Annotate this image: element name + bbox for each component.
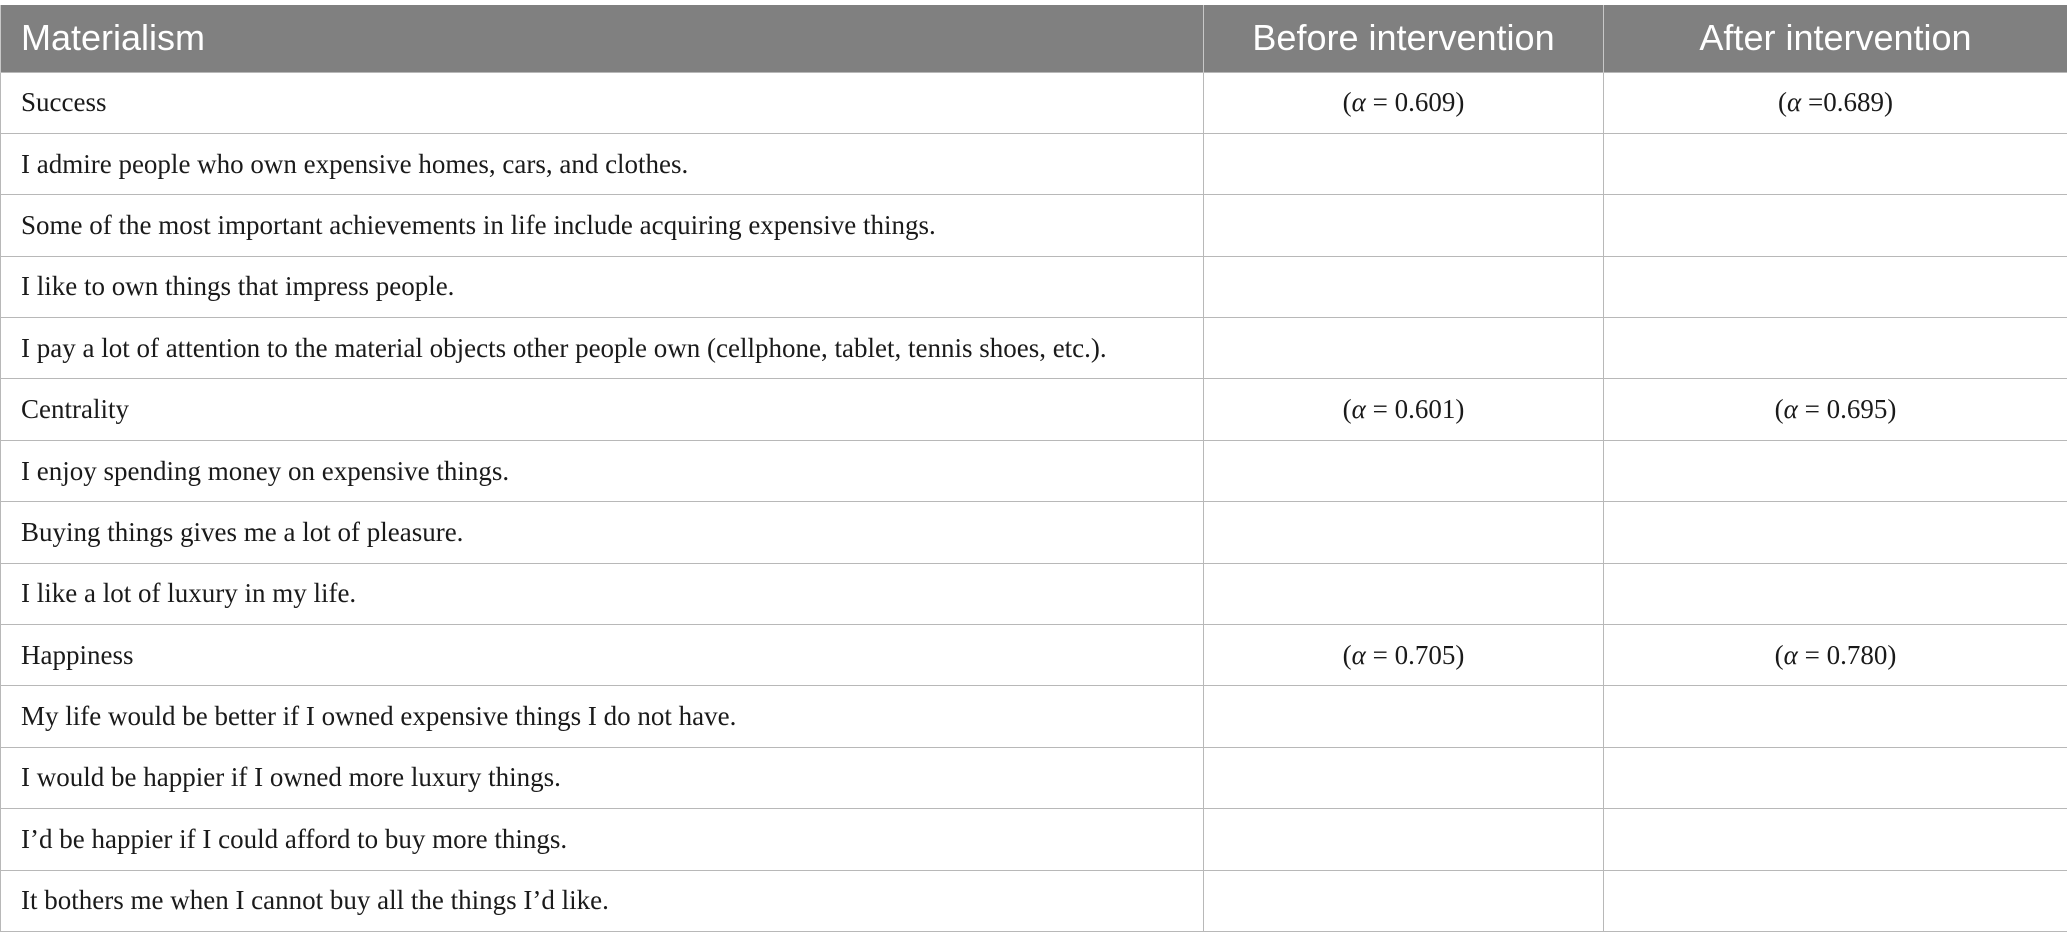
table-row: [1, 809, 2067, 870]
materialism-table-container: [0, 5, 2067, 932]
item-cell: Success: [1, 72, 1204, 133]
table-row: [1, 133, 2067, 194]
item-cell: Buying things gives me a lot of pleasure.: [1, 502, 1204, 563]
table-row: [1, 72, 2067, 133]
header-materialism: Materialism: [1, 5, 1204, 72]
after-value-cell: [1604, 563, 2067, 624]
table-row: [1, 195, 2067, 256]
item-cell: I would be happier if I owned more luxury things.: [1, 747, 1204, 808]
alpha-symbol: α: [1787, 87, 1802, 118]
table-row: [1, 502, 2067, 563]
materialism-table: [0, 5, 2067, 932]
after-value-cell: [1604, 502, 2067, 563]
after-value-cell: [1604, 133, 2067, 194]
table-row: [1, 747, 2067, 808]
table-row: [1, 686, 2067, 747]
before-value-cell: [1204, 870, 1604, 931]
table-row: [1, 318, 2067, 379]
before-value-cell: (α = 0.609): [1204, 72, 1604, 133]
after-value-cell: [1604, 256, 2067, 317]
table-row: [1, 563, 2067, 624]
header-before-intervention: Before intervention: [1204, 5, 1604, 72]
before-value-cell: [1204, 318, 1604, 379]
before-value-cell: (α = 0.705): [1204, 625, 1604, 686]
header-row: [1, 5, 2067, 72]
item-cell: It bothers me when I cannot buy all the things I’d like.: [1, 870, 1204, 931]
item-cell: I like to own things that impress people.: [1, 256, 1204, 317]
after-value-cell: [1604, 809, 2067, 870]
after-value-cell: (α = 0.780): [1604, 625, 2067, 686]
after-value-cell: [1604, 686, 2067, 747]
before-value-cell: (α = 0.601): [1204, 379, 1604, 440]
alpha-symbol: α: [1783, 394, 1798, 425]
item-cell: I admire people who own expensive homes, cars, and clothes.: [1, 133, 1204, 194]
alpha-symbol: α: [1351, 394, 1366, 425]
table-row: [1, 379, 2067, 440]
before-value-cell: [1204, 747, 1604, 808]
alpha-symbol: α: [1351, 87, 1366, 118]
table-row: [1, 625, 2067, 686]
after-value-cell: [1604, 195, 2067, 256]
after-value-cell: (α =0.689): [1604, 72, 2067, 133]
after-value-cell: [1604, 440, 2067, 501]
item-cell: I like a lot of luxury in my life.: [1, 563, 1204, 624]
table-row: [1, 870, 2067, 931]
alpha-symbol: α: [1351, 639, 1366, 670]
item-cell: Some of the most important achievements in life include acquiring expensive things.: [1, 195, 1204, 256]
before-value-cell: [1204, 133, 1604, 194]
before-value-cell: [1204, 809, 1604, 870]
table-row: [1, 256, 2067, 317]
after-value-cell: [1604, 870, 2067, 931]
item-cell: My life would be better if I owned expensive things I do not have.: [1, 686, 1204, 747]
table-body: [1, 72, 2067, 931]
item-cell: I enjoy spending money on expensive things.: [1, 440, 1204, 501]
before-value-cell: [1204, 563, 1604, 624]
before-value-cell: [1204, 256, 1604, 317]
before-value-cell: [1204, 195, 1604, 256]
after-value-cell: (α = 0.695): [1604, 379, 2067, 440]
before-value-cell: [1204, 686, 1604, 747]
table-header: [1, 5, 2067, 72]
before-value-cell: [1204, 440, 1604, 501]
header-after-intervention: After intervention: [1604, 5, 2067, 72]
item-cell: Centrality: [1, 379, 1204, 440]
item-cell: I pay a lot of attention to the material objects other people own (cellphone, tablet, tennis shoes, etc.).: [1, 318, 1204, 379]
item-cell: I’d be happier if I could afford to buy more things.: [1, 809, 1204, 870]
after-value-cell: [1604, 747, 2067, 808]
after-value-cell: [1604, 318, 2067, 379]
table-row: [1, 440, 2067, 501]
before-value-cell: [1204, 502, 1604, 563]
alpha-symbol: α: [1783, 639, 1798, 670]
item-cell: Happiness: [1, 625, 1204, 686]
